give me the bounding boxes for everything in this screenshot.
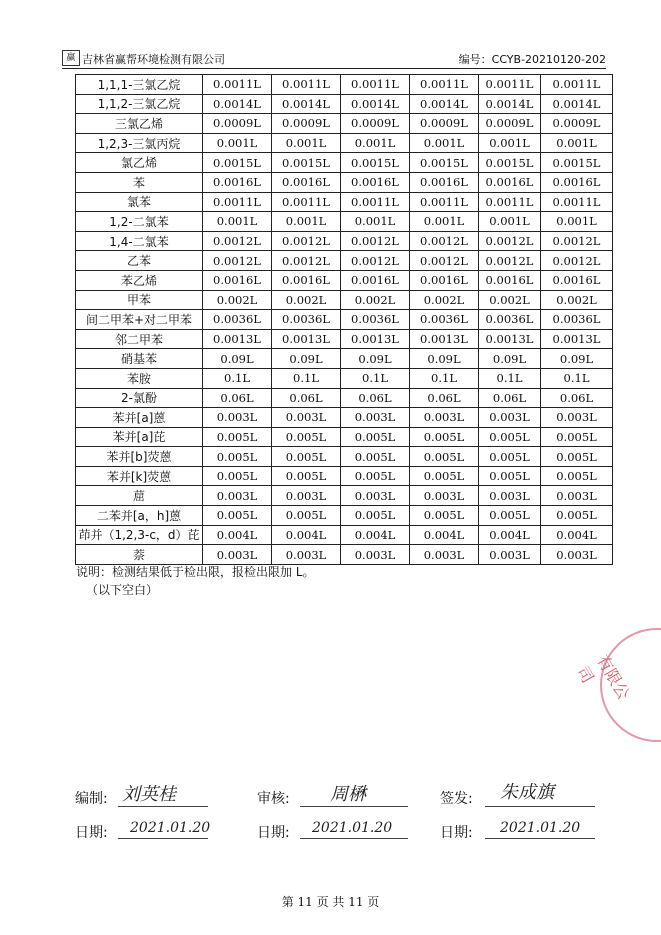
result-cell: 0.0016L: [341, 270, 410, 290]
result-cell: 0.0009L: [341, 114, 410, 134]
result-cell: 0.003L: [341, 486, 410, 506]
table-row: [76, 545, 613, 565]
compiler-date-label: 日期:: [75, 825, 108, 841]
result-cell: 0.002L: [479, 290, 541, 310]
result-cell: 0.0013L: [410, 329, 479, 349]
result-cell: 0.0009L: [272, 114, 341, 134]
result-cell: 0.0015L: [541, 153, 613, 173]
result-cell: 0.0016L: [541, 172, 613, 192]
result-cell: 0.0016L: [272, 270, 341, 290]
header-divider: [62, 68, 606, 69]
result-cell: 0.003L: [479, 486, 541, 506]
result-cell: 0.001L: [410, 133, 479, 153]
result-cell: 0.0012L: [541, 251, 613, 271]
result-cell: 0.001L: [203, 133, 272, 153]
result-cell: 0.09L: [410, 349, 479, 369]
result-cell: 0.0011L: [341, 75, 410, 95]
result-cell: 0.003L: [410, 408, 479, 428]
compiler-date: 2021.01.20: [130, 820, 211, 836]
analyte-name: 苯并[a]蒽: [76, 408, 203, 428]
result-cell: 0.0011L: [272, 192, 341, 212]
result-cell: 0.0015L: [479, 153, 541, 173]
result-cell: 0.0016L: [479, 172, 541, 192]
result-cell: 0.005L: [272, 506, 341, 526]
result-cell: 0.002L: [341, 290, 410, 310]
company-seal-text: 有限公司: [573, 651, 634, 703]
result-cell: 0.0012L: [541, 231, 613, 251]
analyte-name: 萘: [76, 545, 203, 565]
page-footer: 第 11 页 共 11 页: [281, 895, 380, 909]
result-cell: 0.0036L: [541, 310, 613, 330]
result-cell: 0.0016L: [410, 270, 479, 290]
result-cell: 0.001L: [410, 212, 479, 232]
table-row: [76, 270, 613, 290]
reviewer-sign-line: [300, 806, 408, 807]
result-cell: 0.0036L: [203, 310, 272, 330]
result-cell: 0.003L: [272, 408, 341, 428]
result-cell: 0.003L: [203, 545, 272, 565]
analyte-name: 苯: [76, 172, 203, 192]
result-cell: 0.0011L: [479, 192, 541, 212]
result-cell: 0.09L: [341, 349, 410, 369]
result-cell: 0.0016L: [541, 270, 613, 290]
result-cell: 0.001L: [272, 212, 341, 232]
result-cell: 0.0015L: [410, 153, 479, 173]
table-row: [76, 310, 613, 330]
result-cell: 0.005L: [272, 427, 341, 447]
result-cell: 0.005L: [410, 447, 479, 467]
result-cell: 0.0014L: [203, 94, 272, 114]
result-cell: 0.0012L: [479, 231, 541, 251]
result-cell: 0.005L: [203, 427, 272, 447]
result-cell: 0.003L: [541, 545, 613, 565]
analyte-name: 1,4-二氯苯: [76, 231, 203, 251]
analyte-name: 1,2,3-三氯丙烷: [76, 133, 203, 153]
result-cell: 0.06L: [272, 388, 341, 408]
result-cell: 0.004L: [410, 525, 479, 545]
result-cell: 0.001L: [341, 212, 410, 232]
analyte-name: 苯并[b]荧蒽: [76, 447, 203, 467]
result-cell: 0.0016L: [203, 270, 272, 290]
table-row: [76, 231, 613, 251]
approver-label: 签发:: [440, 791, 473, 807]
result-cell: 0.0015L: [203, 153, 272, 173]
result-cell: 0.005L: [479, 447, 541, 467]
result-cell: 0.005L: [341, 466, 410, 486]
result-cell: 0.0009L: [203, 114, 272, 134]
result-cell: 0.0015L: [272, 153, 341, 173]
result-cell: 0.001L: [203, 212, 272, 232]
reviewer-label: 审核:: [257, 791, 290, 807]
approver-date-label: 日期:: [440, 825, 473, 841]
result-cell: 0.0009L: [410, 114, 479, 134]
company-name: 吉林省赢帮环境检测有限公司: [82, 53, 225, 66]
table-row: [76, 388, 613, 408]
result-cell: 0.0009L: [541, 114, 613, 134]
explanation-note: 说明：检测结果低于检出限，报检出限加 L。: [76, 565, 315, 579]
result-cell: 0.005L: [410, 466, 479, 486]
result-cell: 0.001L: [272, 133, 341, 153]
result-cell: 0.0016L: [272, 172, 341, 192]
reviewer-signature: 周楙: [330, 784, 366, 805]
result-cell: 0.001L: [479, 212, 541, 232]
result-cell: 0.1L: [410, 368, 479, 388]
result-cell: 0.003L: [479, 545, 541, 565]
table-row: [76, 329, 613, 349]
analyte-name: 三氯乙烯: [76, 114, 203, 134]
result-cell: 0.003L: [203, 408, 272, 428]
result-cell: 0.005L: [272, 466, 341, 486]
approver-sign-line: [485, 806, 595, 807]
analyte-name: 1,2-二氯苯: [76, 212, 203, 232]
blank-below-note: （以下空白）: [86, 583, 159, 597]
result-cell: 0.003L: [272, 545, 341, 565]
result-cell: 0.0036L: [410, 310, 479, 330]
analyte-name: 苯并[k]荧蒽: [76, 466, 203, 486]
result-cell: 0.09L: [479, 349, 541, 369]
result-cell: 0.003L: [410, 486, 479, 506]
result-cell: 0.0016L: [341, 172, 410, 192]
result-cell: 0.005L: [541, 447, 613, 467]
result-cell: 0.0011L: [203, 192, 272, 212]
table-row: [76, 153, 613, 173]
result-cell: 0.0036L: [341, 310, 410, 330]
table-row: [76, 506, 613, 526]
result-cell: 0.005L: [541, 427, 613, 447]
result-cell: 0.005L: [203, 466, 272, 486]
result-cell: 0.005L: [541, 506, 613, 526]
result-cell: 0.0014L: [541, 94, 613, 114]
result-cell: 0.0011L: [272, 75, 341, 95]
result-cell: 0.0036L: [272, 310, 341, 330]
table-row: [76, 427, 613, 447]
document-number-label: 编号：: [458, 53, 492, 66]
analyte-name: 间二甲苯+对二甲苯: [76, 310, 203, 330]
table-row: [76, 75, 613, 95]
page-header: [62, 48, 606, 68]
company-logo: 赢: [62, 50, 80, 66]
result-cell: 0.0016L: [203, 172, 272, 192]
analyte-name: 甲苯: [76, 290, 203, 310]
result-cell: 0.0014L: [272, 94, 341, 114]
analyte-name: 硝基苯: [76, 349, 203, 369]
result-cell: 0.0015L: [341, 153, 410, 173]
result-cell: 0.003L: [341, 408, 410, 428]
result-cell: 0.005L: [341, 427, 410, 447]
table-row: [76, 192, 613, 212]
result-cell: 0.004L: [341, 525, 410, 545]
result-cell: 0.004L: [203, 525, 272, 545]
reviewer-date-line: [300, 838, 408, 839]
table-row: [76, 368, 613, 388]
table-row: [76, 486, 613, 506]
document-number: [459, 51, 606, 67]
result-cell: 0.005L: [203, 506, 272, 526]
table-row: [76, 525, 613, 545]
result-cell: 0.0012L: [479, 251, 541, 271]
result-cell: 0.0013L: [203, 329, 272, 349]
result-cell: 0.001L: [341, 133, 410, 153]
analyte-name: 氯苯: [76, 192, 203, 212]
result-cell: 0.0012L: [410, 231, 479, 251]
result-cell: 0.06L: [203, 388, 272, 408]
result-cell: 0.06L: [479, 388, 541, 408]
result-cell: 0.06L: [341, 388, 410, 408]
result-cell: 0.002L: [541, 290, 613, 310]
result-cell: 0.0014L: [479, 94, 541, 114]
result-cell: 0.0014L: [341, 94, 410, 114]
table-row: [76, 133, 613, 153]
result-cell: 0.1L: [541, 368, 613, 388]
approver-date-line: [485, 838, 595, 839]
result-cell: 0.002L: [410, 290, 479, 310]
result-cell: 0.0012L: [341, 251, 410, 271]
result-cell: 0.1L: [341, 368, 410, 388]
table-row: [76, 466, 613, 486]
table-row: [76, 349, 613, 369]
result-cell: 0.0016L: [479, 270, 541, 290]
result-cell: 0.002L: [272, 290, 341, 310]
result-cell: 0.0013L: [341, 329, 410, 349]
compiler-date-line: [118, 838, 208, 839]
result-cell: 0.005L: [272, 447, 341, 467]
result-cell: 0.0011L: [479, 75, 541, 95]
result-cell: 0.0012L: [341, 231, 410, 251]
result-cell: 0.003L: [203, 486, 272, 506]
result-cell: 0.004L: [541, 525, 613, 545]
analyte-name: 苯胺: [76, 368, 203, 388]
result-cell: 0.003L: [410, 545, 479, 565]
result-cell: 0.0012L: [272, 251, 341, 271]
table-row: [76, 251, 613, 271]
result-cell: 0.003L: [541, 408, 613, 428]
result-cell: 0.0014L: [410, 94, 479, 114]
result-cell: 0.005L: [479, 466, 541, 486]
result-cell: 0.005L: [410, 506, 479, 526]
result-cell: 0.003L: [479, 408, 541, 428]
result-cell: 0.0011L: [341, 192, 410, 212]
result-cell: 0.0013L: [272, 329, 341, 349]
result-cell: 0.1L: [203, 368, 272, 388]
analyte-name: 邻二甲苯: [76, 329, 203, 349]
result-cell: 0.0012L: [203, 231, 272, 251]
result-cell: 0.0011L: [410, 192, 479, 212]
result-cell: 0.001L: [541, 133, 613, 153]
result-cell: 0.005L: [479, 506, 541, 526]
result-cell: 0.002L: [203, 290, 272, 310]
result-cell: 0.0012L: [203, 251, 272, 271]
result-cell: 0.06L: [541, 388, 613, 408]
reviewer-date: 2021.01.20: [312, 820, 393, 836]
analyte-name: 茚并（1,2,3-c，d）芘: [76, 525, 203, 545]
compiler-label: 编制:: [75, 791, 108, 807]
result-cell: 0.0009L: [479, 114, 541, 134]
compiler-signature: 刘英桂: [122, 784, 176, 805]
result-cell: 0.005L: [203, 447, 272, 467]
results-table: [75, 74, 613, 565]
analyte-name: 乙苯: [76, 251, 203, 271]
result-cell: 0.005L: [541, 466, 613, 486]
analyte-name: 䓛: [76, 486, 203, 506]
table-row: [76, 172, 613, 192]
approver-signature: 朱成旗: [500, 782, 554, 803]
result-cell: 0.003L: [341, 545, 410, 565]
result-cell: 0.09L: [203, 349, 272, 369]
approver-date: 2021.01.20: [500, 820, 581, 836]
results-table-body: [76, 75, 613, 565]
result-cell: 0.003L: [272, 486, 341, 506]
result-cell: 0.0036L: [479, 310, 541, 330]
analyte-name: 苯并[a]芘: [76, 427, 203, 447]
result-cell: 0.0013L: [541, 329, 613, 349]
result-cell: 0.0013L: [479, 329, 541, 349]
result-cell: 0.001L: [541, 212, 613, 232]
analyte-name: 2-氯酚: [76, 388, 203, 408]
table-row: [76, 212, 613, 232]
table-row: [76, 408, 613, 428]
table-row: [76, 94, 613, 114]
result-cell: 0.004L: [479, 525, 541, 545]
result-cell: 0.005L: [479, 427, 541, 447]
table-row: [76, 447, 613, 467]
result-cell: 0.0012L: [410, 251, 479, 271]
analyte-name: 苯乙烯: [76, 270, 203, 290]
analyte-name: 氯乙烯: [76, 153, 203, 173]
result-cell: 0.0016L: [410, 172, 479, 192]
result-cell: 0.06L: [410, 388, 479, 408]
reviewer-date-label: 日期:: [257, 825, 290, 841]
result-cell: 0.004L: [272, 525, 341, 545]
result-cell: 0.0011L: [410, 75, 479, 95]
result-cell: 0.1L: [272, 368, 341, 388]
result-cell: 0.0011L: [541, 192, 613, 212]
result-cell: 0.005L: [341, 447, 410, 467]
analyte-name: 二苯并[a，h]蒽: [76, 506, 203, 526]
result-cell: 0.09L: [541, 349, 613, 369]
table-row: [76, 114, 613, 134]
result-cell: 0.003L: [541, 486, 613, 506]
analyte-name: 1,1,1-三氯乙烷: [76, 75, 203, 95]
result-cell: 0.1L: [479, 368, 541, 388]
result-cell: 0.0011L: [203, 75, 272, 95]
result-cell: 0.005L: [410, 427, 479, 447]
compiler-sign-line: [118, 806, 208, 807]
document-number-value: CCYB-20210120-202: [491, 53, 606, 66]
result-cell: 0.0012L: [272, 231, 341, 251]
result-cell: 0.005L: [341, 506, 410, 526]
result-cell: 0.001L: [479, 133, 541, 153]
table-row: [76, 290, 613, 310]
result-cell: 0.09L: [272, 349, 341, 369]
analyte-name: 1,1,2-三氯乙烷: [76, 94, 203, 114]
result-cell: 0.0011L: [541, 75, 613, 95]
